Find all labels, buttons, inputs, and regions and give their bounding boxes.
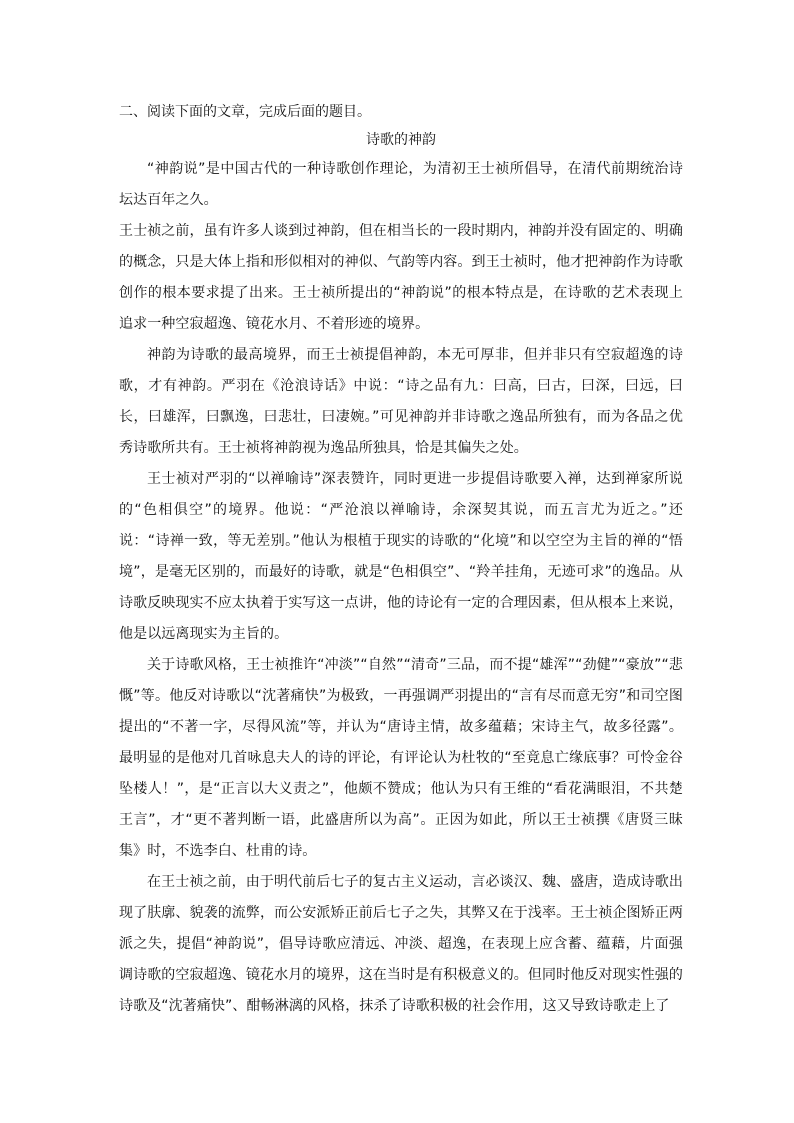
paragraph-5: 关于诗歌风格，王士祯推许“冲淡”“自然”“清奇”三品，而不提“雄浑”“劲健”“豪放”“悲慨”等。他反对诗歌以“沈著痛快”为极致，一再强调严羽提出的“言有尽而意无穷”和司空图提出的“不著一字，尽得风流”等，并认为“唐诗主情，故多蕴藉；宋诗主气，故多径露”。最明显的是他对几首咏息夫人的诗的评论，有评论认为杜牧的“至竟息亡缘底事？可怜金谷坠楼人！”，是“正言以大义责之”，他颇不赞成；他认为只有王维的“看花满眼泪，不共楚王言”，才“更不著判断一语，此盛唐所以为高”。正因为如此，所以王士祯撰《唐贤三昧集》时，不选李白、杜甫的诗。: [119, 657, 683, 859]
section-heading: 二、阅读下面的文章，完成后面的题目。: [119, 104, 371, 120]
paragraph-4: 王士祯对严羽的“以禅喻诗”深表赞许，同时更进一步提倡诗歌要入禅，达到禅家所说的“色相俱空”的境界。他说：“严沧浪以禅喻诗，余深契其说，而五言尤为近之。”还说：“诗禅一致，等无差别。”他认为根植于现实的诗歌的“化境”和以空空为主旨的禅的“悟境”，是毫无区别的，而最好的诗歌，就是“色相俱空”、“羚羊挂角，无迹可求”的逸品。从诗歌反映现实不应太执着于实写这一点讲，他的诗论有一定的合理因素，但从根本上来说，他是以远离现实为主旨的。: [119, 471, 683, 642]
document-page: [119, 98, 683, 1022]
paragraph-1: “神韵说”是中国古代的一种诗歌创作理论，为清初王士祯所倡导，在清代前期统治诗坛达百年之久。: [119, 161, 683, 208]
paragraph-6: 在王士祯之前，由于明代前后七子的复古主义运动，言必谈汉、魏、盛唐，造成诗歌出现了肤廓、貌袭的流弊，而公安派矫正前后七子之失，其弊又在于浅率。王士祯企图矫正两派之失，提倡“神韵说”，倡导诗歌应清远、冲淡、超逸，在表现上应含蓄、蕴藉，片面强调诗歌的空寂超逸、镜花水月的境界，这在当时是有积极意义的。但同时他反对现实性强的诗歌及“沈著痛快”、酣畅淋漓的风格，抹杀了诗歌积极的社会作用，这又导致诗歌走上了: [119, 874, 683, 1014]
paragraph-3: 神韵为诗歌的最高境界，而王士祯提倡神韵，本无可厚非，但并非只有空寂超逸的诗歌，才有神韵。严羽在《沧浪诗话》中说：“诗之品有九：曰高，曰古，曰深，曰远，曰长，曰雄浑，曰飘逸，曰悲壮，曰凄婉。”可见神韵并非诗歌之逸品所独有，而为各品之优秀诗歌所共有。王士祯将神韵视为逸品所独具，恰是其偏失之处。: [119, 347, 683, 456]
article-title: 诗歌的神韵: [366, 132, 436, 148]
paragraph-2: 王士祯之前，虽有许多人谈到过神韵，但在相当长的一段时期内，神韵并没有固定的、明确的概念，只是大体上指和形似相对的神似、气韵等内容。到王士祯时，他才把神韵作为诗歌创作的根本要求提了出来。王士祯所提出的“神韵说”的根本特点是，在诗歌的艺术表现上追求一种空寂超逸、镜花水月、不着形迹的境界。: [119, 223, 683, 332]
